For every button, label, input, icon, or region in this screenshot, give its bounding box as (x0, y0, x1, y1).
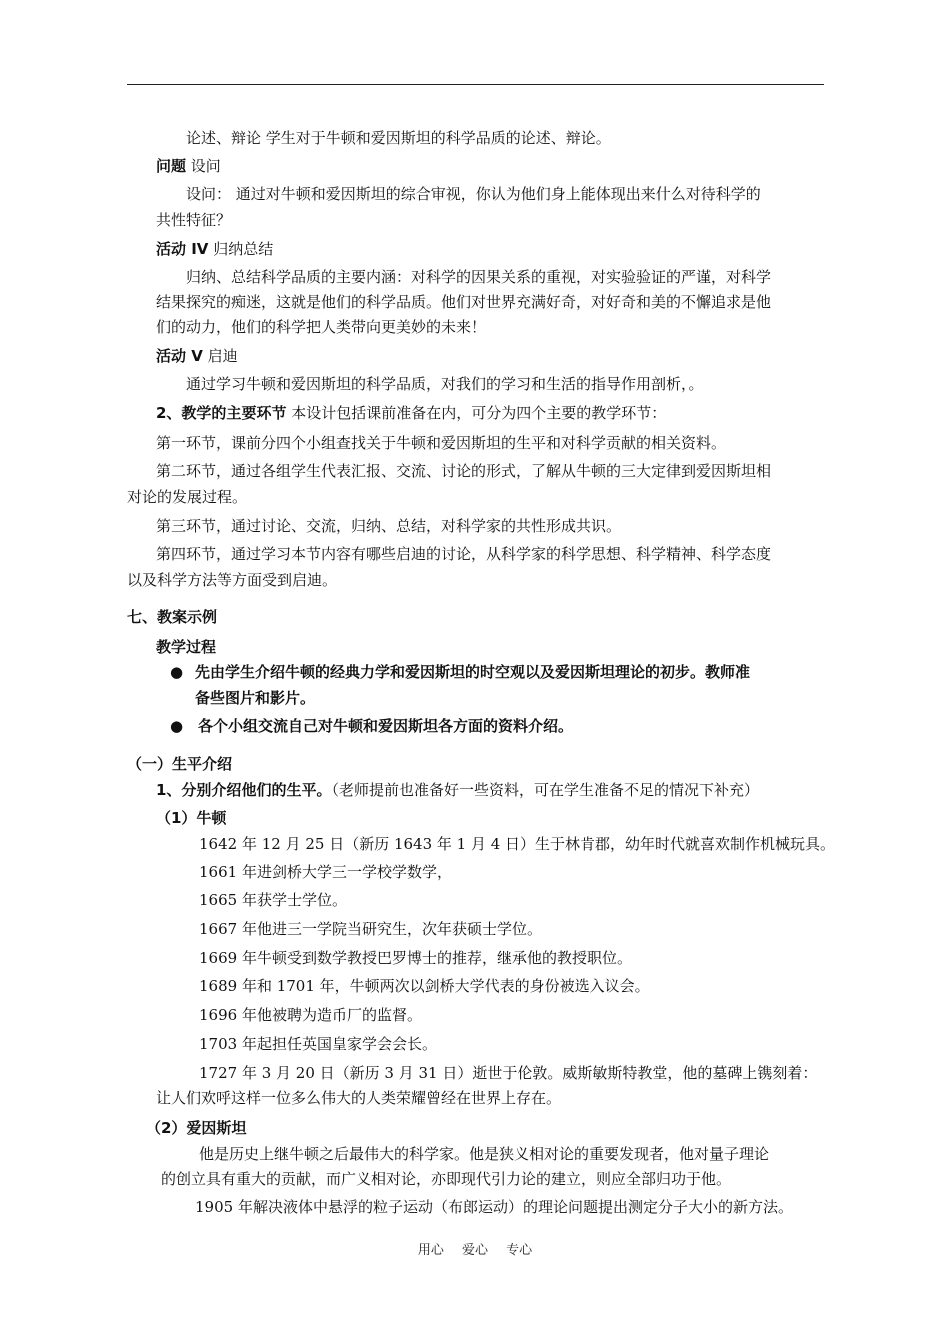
newton-event-line: 让人们欢呼这样一位多么伟大的人类荣耀曾经在世界上存在。 (156, 1089, 562, 1107)
heading-activity-5 (156, 346, 238, 366)
heading-label: 2、教学的主要环节 (156, 404, 287, 422)
step-2-line: 对论的发展过程。 (127, 488, 248, 506)
header-rule (127, 84, 824, 85)
newton-event: 1669 年牛顿受到数学教授巴罗博士的推荐，继承他的教授职位。 (199, 949, 632, 967)
bullet-icon: ● (170, 663, 184, 681)
heading-wenti (156, 156, 221, 176)
newton-event: 1667 年他进三一学院当研究生，次年获硕士学位。 (199, 920, 542, 938)
heading-text: 归纳总结 (213, 240, 274, 258)
step-4-line: 以及科学方法等方面受到启迪。 (127, 571, 338, 589)
bullet-text: 各个小组交流自己对牛顿和爱因斯坦各方面的资料介绍。 (198, 717, 574, 735)
newton-event: 1703 年起担任英国皇家学会会长。 (199, 1035, 437, 1053)
bullet-text-line: 先由学生介绍牛顿的经典力学和爱因斯坦的时空观以及爱因斯坦理论的初步。教师准 (195, 663, 751, 681)
section-heading-life: （一）生平介绍 (127, 755, 233, 773)
bullet-text-line: 备些图片和影片。 (195, 689, 316, 707)
step-3: 第三环节，通过讨论、交流，归纳、总结，对科学家的共性形成共识。 (156, 517, 622, 535)
newton-event: 1642 年 12 月 25 日（新历 1643 年 1 月 4 日）生于林肯郡，幼年时代就喜欢制作机械玩具。 (199, 835, 836, 853)
paragraph: 通过学习牛顿和爱因斯坦的科学品质，对我们的学习和生活的指导作用剖析，。 (186, 375, 704, 393)
heading-text: 本设计包括课前准备在内，可分为四个主要的教学环节： (291, 404, 667, 422)
paragraph-line: 结果探究的痴迷，这就是他们的科学品质。他们对世界充满好奇，对好奇和美的不懈追求是他 (156, 293, 772, 311)
paragraph: 论述、辩论 学生对于牛顿和爱因斯坦的科学品质的论述、辩论。 (186, 129, 611, 147)
paragraph-line: 共性特征？ (156, 211, 232, 229)
heading-label: 问题 (156, 157, 187, 175)
step-2-line: 第二环节，通过各组学生代表汇报、交流、讨论的形式，了解从牛顿的三大定律到爱因斯坦相 (156, 462, 772, 480)
section-heading-7: 七、教案示例 (127, 608, 218, 626)
heading-text: （老师提前也准备好一些资料，可在学生准备不足的情况下补充） (331, 781, 759, 799)
heading-text: 启迪 (207, 347, 238, 365)
step-1: 第一环节，课前分四个小组查找关于牛顿和爱因斯坦的生平和对科学贡献的相关资料。 (156, 434, 727, 452)
heading-main-steps (156, 403, 666, 423)
einstein-paragraph-line: 的创立具有重大的贡献，而广义相对论，亦即现代引力论的建立，则应全部归功于他。 (161, 1170, 732, 1188)
einstein-paragraph-line: 他是历史上继牛顿之后最伟大的科学家。他是狭义相对论的重要发现者，他对量子理论 (199, 1145, 770, 1163)
page-footer: 用心 爱心 专心 (417, 1243, 533, 1258)
newton-event: 1665 年获学士学位。 (199, 891, 347, 909)
paragraph-line: 设问： 通过对牛顿和爱因斯坦的综合审视，你认为他们身上能体现出来什么对待科学的 (186, 185, 761, 203)
paragraph-line: 归纳、总结科学品质的主要内涵：对科学的因果关系的重视，对实验验证的严谨，对科学 (186, 268, 772, 286)
heading-activity-4 (156, 239, 273, 259)
newton-event: 1661 年进剑桥大学三一学校学数学， (199, 863, 452, 881)
bullet-icon: ● (170, 717, 184, 735)
paragraph-line: 们的动力，他们的科学把人类带向更美妙的未来！ (156, 318, 487, 336)
newton-event-line: 1727 年 3 月 20 日（新历 3 月 31 日）逝世于伦敦。威斯敏斯特教堂，他的墓碑上镌刻着： (199, 1064, 818, 1082)
heading-label: 活动 IV (156, 240, 209, 258)
heading-intro (156, 780, 759, 800)
newton-event: 1689 年和 1701 年，牛顿两次以剑桥大学代表的身份被选入议会。 (199, 977, 650, 995)
einstein-event: 1905 年解决液体中悬浮的粒子运动（布郎运动）的理论问题提出测定分子大小的新方法。 (195, 1198, 793, 1216)
subheading-process: 教学过程 (156, 638, 217, 656)
step-4-line: 第四环节，通过学习本节内容有哪些启迪的讨论，从科学家的科学思想、科学精神、科学态度 (156, 545, 772, 563)
newton-event: 1696 年他被聘为造币厂的监督。 (199, 1006, 422, 1024)
subheading-newton: （1）牛顿 (156, 809, 227, 827)
heading-text: 设问 (190, 157, 221, 175)
heading-label: 活动 V (156, 347, 203, 365)
subheading-einstein: （2）爱因斯坦 (146, 1119, 247, 1137)
heading-label: 1、分别介绍他们的生平。 (156, 781, 332, 799)
